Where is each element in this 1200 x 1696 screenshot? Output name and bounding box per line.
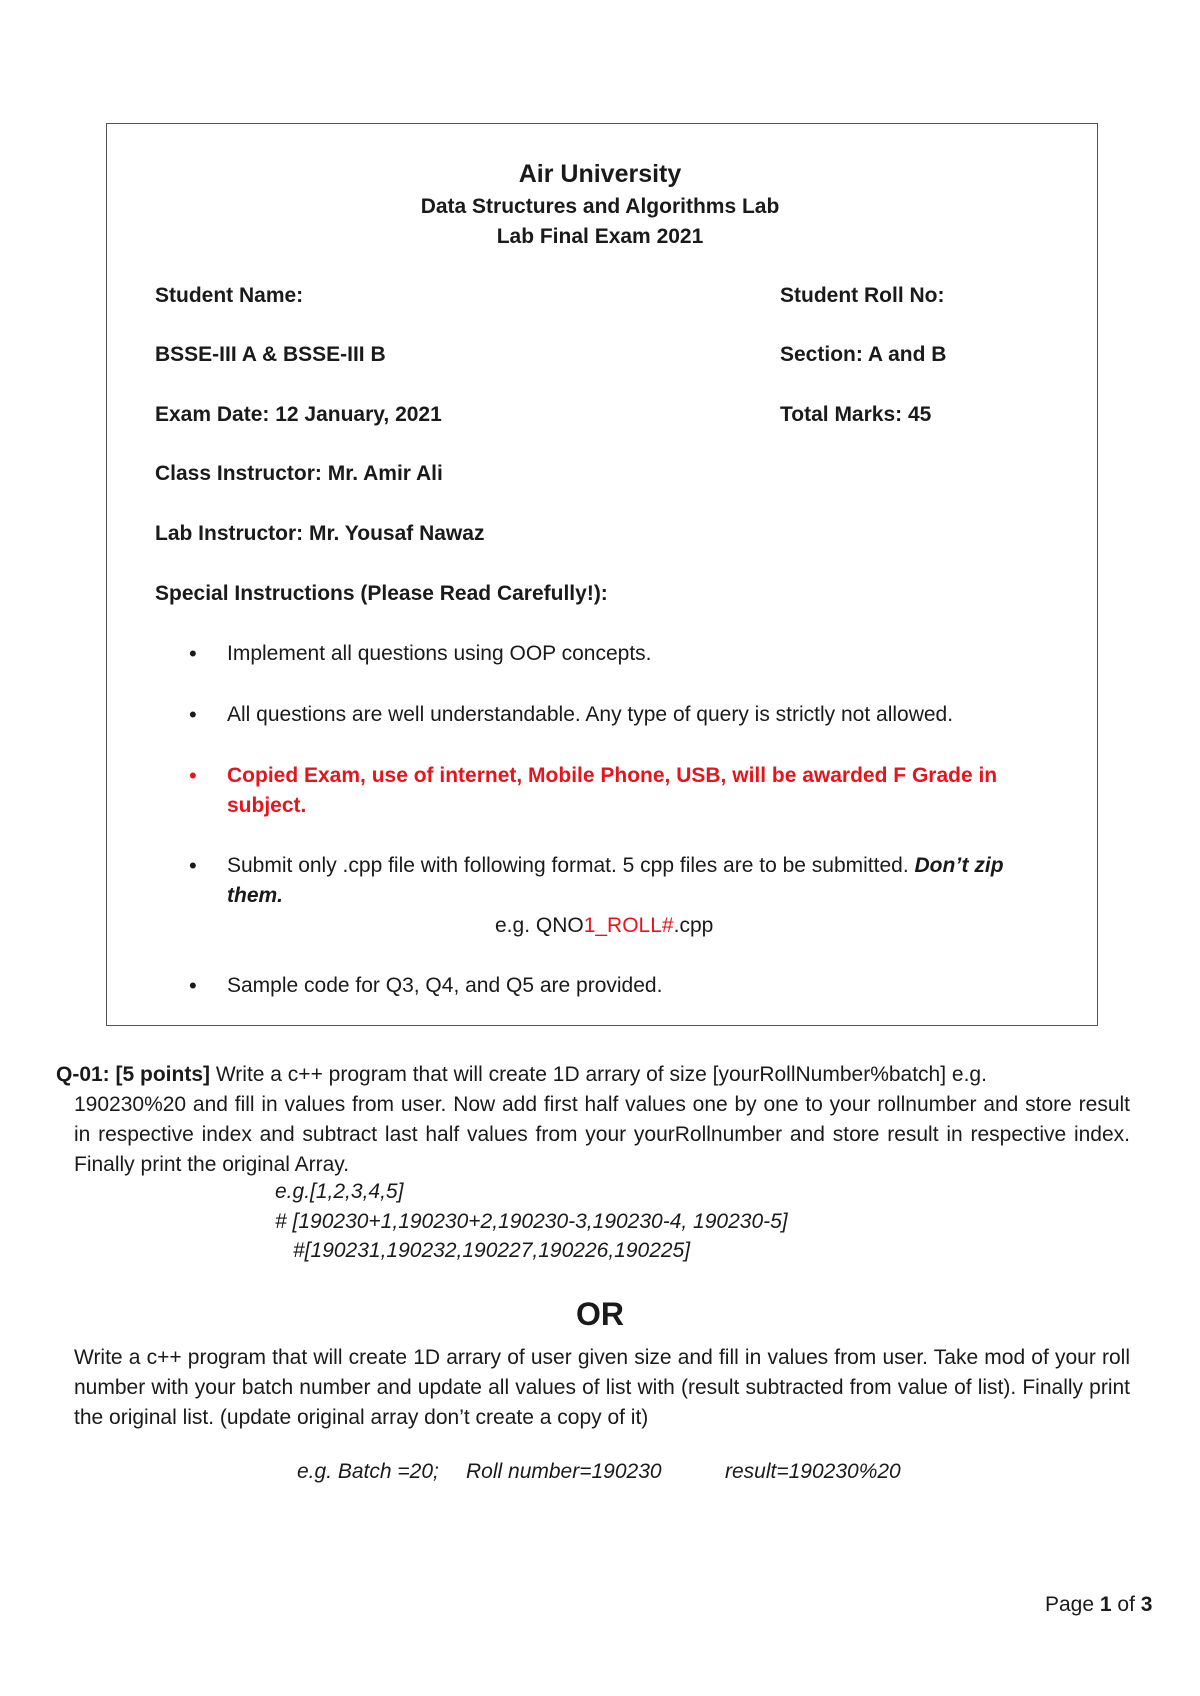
page-prefix: Page [1045, 1593, 1100, 1616]
example-input: e.g.[1,2,3,4,5] [275, 1180, 404, 1203]
roll-no-label: Student Roll No: [780, 284, 945, 307]
question-1-label: Q-01: [5 points] [56, 1063, 211, 1086]
question-1-alternative [74, 1343, 1130, 1433]
instruction-item-4-emphasis: Don’t zip [914, 854, 1004, 877]
total-marks: Total Marks: 45 [780, 403, 932, 426]
alt-example-batch: e.g. Batch =20; [297, 1460, 439, 1483]
example-result: #[190231,190232,190227,190226,190225] [293, 1239, 691, 1262]
instruction-item-1: Implement all questions using OOP concepts. [227, 642, 652, 665]
question-1-body: 190230%20 and fill in values from user. Now add first half values one by one to your rollnumber and store result in respective index and subtract last half values from your yourRollnumber and store result in respective index. Finally print the original Array. [74, 1093, 1130, 1176]
exam-title: Lab Final Exam 2021 [496, 225, 704, 248]
lab-instructor: Lab Instructor: Mr. Yousaf Nawaz [155, 522, 485, 545]
question-1-line1: Write a c++ program that will create 1D arrary of size [yourRollNumber%batch] e.g. [210, 1063, 987, 1086]
instruction-item-3-line1: Copied Exam, use of internet, Mobile Phone, USB, will be awarded F Grade in [227, 764, 998, 787]
or-separator: OR [576, 1296, 624, 1332]
question-1 [56, 1060, 1130, 1180]
filename-example-suffix: .cpp [673, 914, 714, 937]
instruction-item-4 [227, 854, 1004, 878]
instructions-title: Special Instructions (Please Read Carefully!): [155, 582, 608, 605]
filename-example-red: 1_ROLL# [583, 914, 674, 937]
example-computation: # [190230+1,190230+2,190230-3,190230-4, 190230-5] [275, 1210, 788, 1233]
filename-example [495, 914, 713, 938]
bullet-icon: • [189, 702, 197, 727]
class-instructor: Class Instructor: Mr. Amir Ali [155, 462, 443, 485]
bullet-icon: • [189, 763, 197, 788]
exam-date: Exam Date: 12 January, 2021 [155, 403, 442, 426]
instruction-item-5: Sample code for Q3, Q4, and Q5 are provided. [227, 974, 663, 997]
bullet-icon: • [189, 973, 197, 998]
instruction-item-4-emphasis-line2: them. [227, 884, 284, 907]
page-number [1045, 1593, 1152, 1617]
alt-example-result: result=190230%20 [725, 1460, 901, 1483]
university-title: Air University [518, 160, 682, 188]
page-current: 1 [1099, 1593, 1112, 1616]
filename-example-prefix: e.g. QNO [495, 914, 584, 937]
page-total: 3 [1140, 1593, 1153, 1616]
page-of: of [1111, 1593, 1141, 1616]
bullet-icon: • [189, 641, 197, 666]
program-label: BSSE-III A & BSSE-III B [155, 343, 386, 366]
alt-example-roll: Roll number=190230 [466, 1460, 662, 1483]
instruction-item-2: All questions are well understandable. Any type of query is strictly not allowed. [227, 703, 954, 726]
instruction-item-3-line2: subject. [227, 794, 307, 817]
course-title: Data Structures and Algorithms Lab [420, 195, 780, 218]
section-label: Section: A and B [780, 343, 947, 366]
student-name-label: Student Name: [155, 284, 304, 307]
question-1-alt-body: Write a c++ program that will create 1D arrary of user given size and fill in values from user. Take mod of your roll number with your batch number and update all values of list with (result subtracted from value of list). Finally print the original list. (update original array don’t create a copy of it) [74, 1346, 1130, 1429]
instruction-item-4-text: Submit only .cpp file with following format. 5 cpp files are to be submitted. [227, 854, 915, 877]
bullet-icon: • [189, 853, 197, 878]
